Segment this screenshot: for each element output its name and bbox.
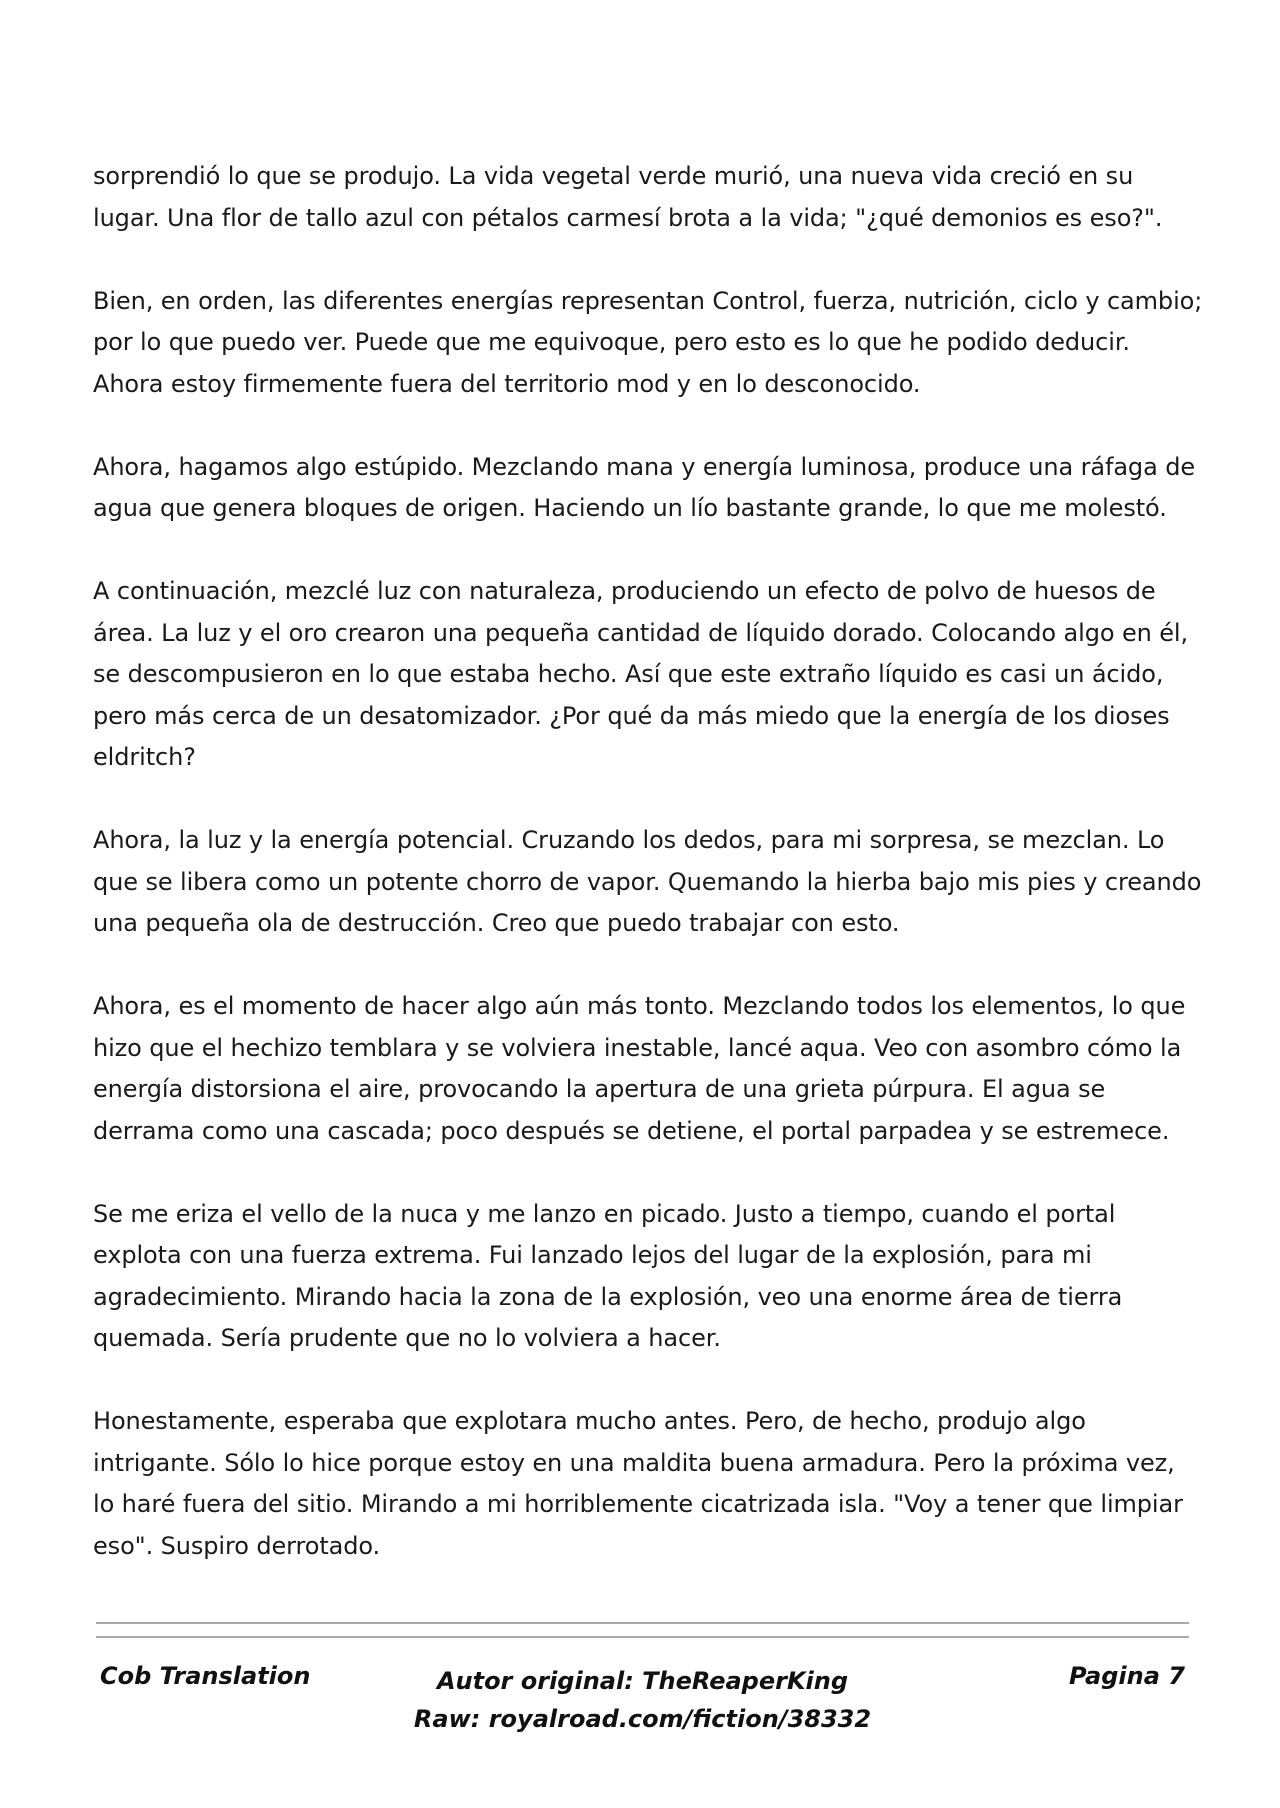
paragraph: Se me eriza el vello de la nuca y me lanzo en picado. Justo a tiempo, cuando el portal explota con una fuerza extrema. Fui lanzado lejos del lugar de la explosión, para mi agradecimiento. Mirando hacia la zona de la explosión, veo una enorme área de tierra quemada. Sería prudente que no lo volviera a hacer. [93, 1199, 1123, 1352]
footer-divider-bottom [96, 1636, 1189, 1638]
paragraph: Ahora, la luz y la energía potencial. Cruzando los dedos, para mi sorpresa, se mezclan. Lo que se libera como un potente chorro de vapor. Quemando la hierba bajo mis pies y creando una pequeña ola de destrucción. Creo que puedo trabajar con esto. [93, 826, 1202, 937]
footer-raw-source: Raw: royalroad.com/fiction/38332 [413, 1705, 872, 1733]
paragraph: Bien, en orden, las diferentes energías representan Control, fuerza, nutrición, ciclo y cambio; por lo que puedo ver. Puede que me equivoque, pero esto es lo que he podido deducir. Ahora estoy firmemente fuera del territorio mod y en lo desconocido. [93, 286, 1203, 398]
page-footer [96, 1662, 1189, 1742]
footer-page-number: Pagina 7 [1069, 1662, 1185, 1690]
footer-credits [96, 1662, 1189, 1738]
footer-divider-top [96, 1622, 1189, 1624]
paragraph: sorprendió lo que se produjo. La vida vegetal verde murió, una nueva vida creció en su lugar. Una flor de tallo azul con pétalos carmesí brota a la vida; "¿qué demonios es eso?". [93, 162, 1163, 232]
body-text [93, 156, 1203, 1609]
paragraph: Ahora, hagamos algo estúpido. Mezclando mana y energía luminosa, produce una ráfaga de agua que genera bloques de origen. Haciendo un lío bastante grande, lo que me molestó. [93, 452, 1195, 522]
paragraph: Honestamente, esperaba que explotara mucho antes. Pero, de hecho, produjo algo intrigante. Sólo lo hice porque estoy en una maldita buena armadura. Pero la próxima vez, lo haré fuera del sitio. Mirando a mi horriblemente cicatrizada isla. "Voy a tener que limpiar eso". Suspiro derrotado. [93, 1407, 1183, 1560]
paragraph: Ahora, es el momento de hacer algo aún más tonto. Mezclando todos los elementos, lo que hizo que el hechizo temblara y se volviera inestable, lancé aqua. Veo con asombro cómo la energía distorsiona el aire, provocando la apertura de una grieta púrpura. El agua se derrama como una cascada; poco después se detiene, el portal parpadea y se estremece. [93, 992, 1186, 1145]
footer-translator: Cob Translation [100, 1662, 311, 1690]
footer-author: Autor original: TheReaperKing [436, 1667, 849, 1695]
paragraph: A continuación, mezclé luz con naturaleza, produciendo un efecto de polvo de huesos de área. La luz y el oro crearon una pequeña cantidad de líquido dorado. Colocando algo en él, se descompusieron en lo que estaba hecho. Así que este extraño líquido es casi un ácido, pero más cerca de un desatomizador. ¿Por qué da más miedo que la energía de los dioses eldritch? [93, 577, 1189, 771]
